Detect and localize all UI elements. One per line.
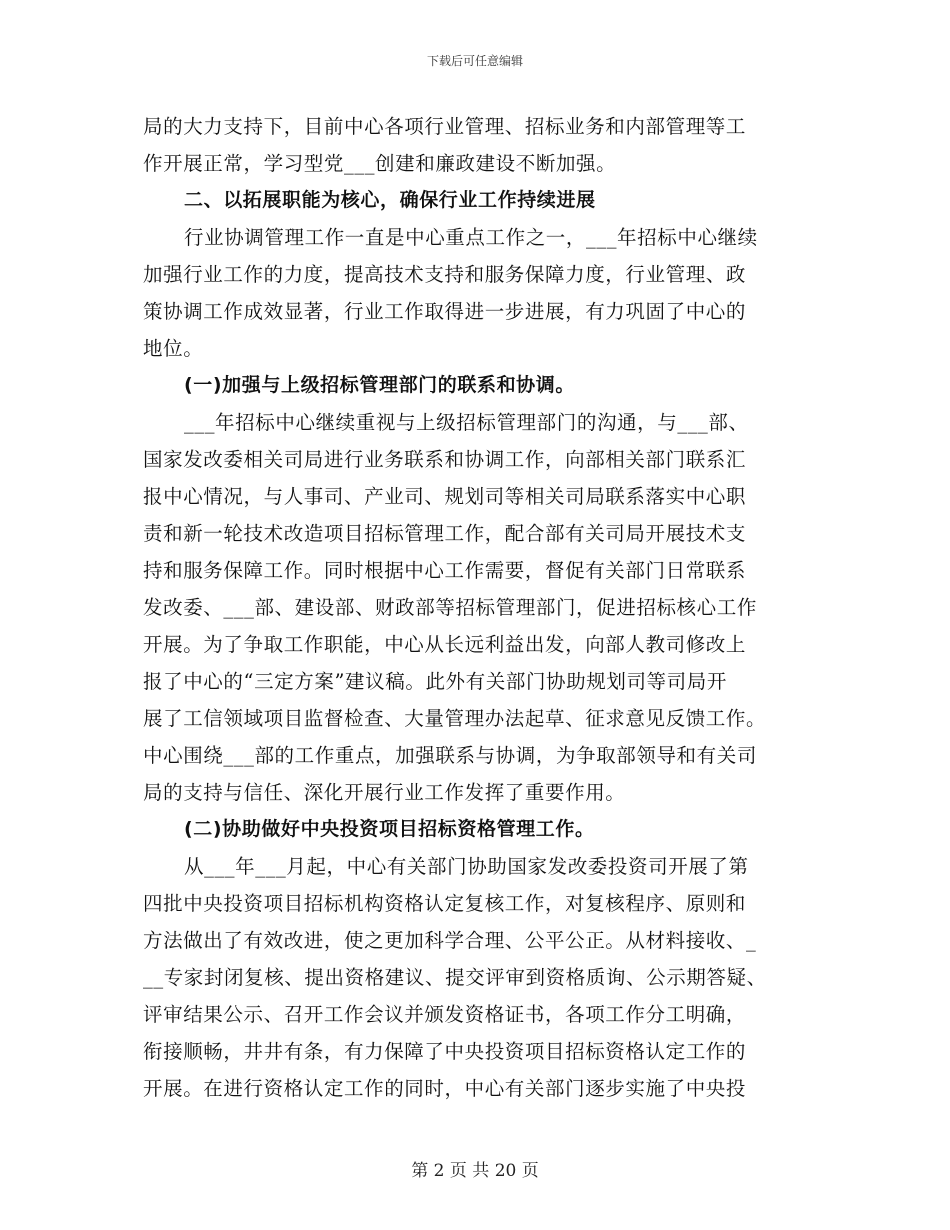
body-line: 局的大力支持下，目前中心各项行业管理、招标业务和内部管理等工 <box>143 115 747 138</box>
body-line: 责和新一轮技术改造项目招标管理工作，配合部有关司局开展技术支 <box>143 522 747 545</box>
subsection-heading: (二)协助做好中央投资项目招标资格管理工作。 <box>184 818 595 840</box>
paragraph-start-line: ___年招标中心继续重视与上级招标管理部门的沟通，与___部、 <box>184 411 749 434</box>
paragraph-start-line: 行业协调管理工作一直是中心重点工作之一，___年招标中心继续 <box>184 226 758 249</box>
paragraph-start-line: 从___年___月起，中心有关部门协助国家发改委投资司开展了第 <box>184 855 749 878</box>
body-line: 衔接顺畅，井井有条，有力保障了中央投资项目招标资格认定工作的 <box>143 1040 747 1063</box>
page-header-note: 下载后可任意编辑 <box>426 54 523 68</box>
body-line: 国家发改委相关司局进行业务联系和协调工作，向部相关部门联系汇 <box>143 448 747 471</box>
body-line: 地位。 <box>143 337 204 360</box>
body-line: 评审结果公示、召开工作会议并颁发资格证书，各项工作分工明确， <box>143 1003 747 1026</box>
page-number-footer: 第 2 页 共 20 页 <box>411 1161 539 1181</box>
body-line: __专家封闭复核、提出资格建议、提交评审到资格质询、公示期答疑、 <box>143 966 767 989</box>
subsection-heading: (一)加强与上级招标管理部门的联系和协调。 <box>184 374 575 396</box>
body-line: 开展。在进行资格认定工作的同时，中心有关部门逐步实施了中央投 <box>143 1077 747 1100</box>
body-line: 策协调工作成效显著，行业工作取得进一步进展，有力巩固了中心的 <box>143 300 747 323</box>
body-line: 方法做出了有效改进，使之更加科学合理、公平公正。从材料接收、_ <box>143 929 757 952</box>
body-line: 中心围绕___部的工作重点，加强联系与协调，为争取部领导和有关司 <box>143 744 757 767</box>
body-line: 局的支持与信任、深化开展行业工作发挥了重要作用。 <box>143 781 626 804</box>
document-body <box>143 108 803 1107</box>
body-line: 开展。为了争取工作职能，中心从长远利益出发，向部人教司修改上 <box>143 633 747 656</box>
body-line: 加强行业工作的力度，提高技术支持和服务保障力度，行业管理、政 <box>143 263 747 286</box>
body-line: 作开展正常，学习型党___创建和廉政建设不断加强。 <box>143 152 617 175</box>
body-line: 报中心情况，与人事司、产业司、规划司等相关司局联系落实中心职 <box>143 485 747 508</box>
body-line: 四批中央投资项目招标机构资格认定复核工作，对复核程序、原则和 <box>143 892 747 915</box>
body-line: 报了中心的“三定方案”建议稿。此外有关部门协助规划司等司局开 <box>143 670 727 693</box>
body-line: 持和服务保障工作。同时根据中心工作需要，督促有关部门日常联系 <box>143 559 747 582</box>
body-line: 发改委、___部、建设部、财政部等招标管理部门，促进招标核心工作 <box>143 596 757 619</box>
body-line: 展了工信领域项目监督检查、大量管理办法起草、征求意见反馈工作。 <box>143 707 767 730</box>
section-heading: 二、以拓展职能为核心，确保行业工作持续进展 <box>184 189 596 211</box>
